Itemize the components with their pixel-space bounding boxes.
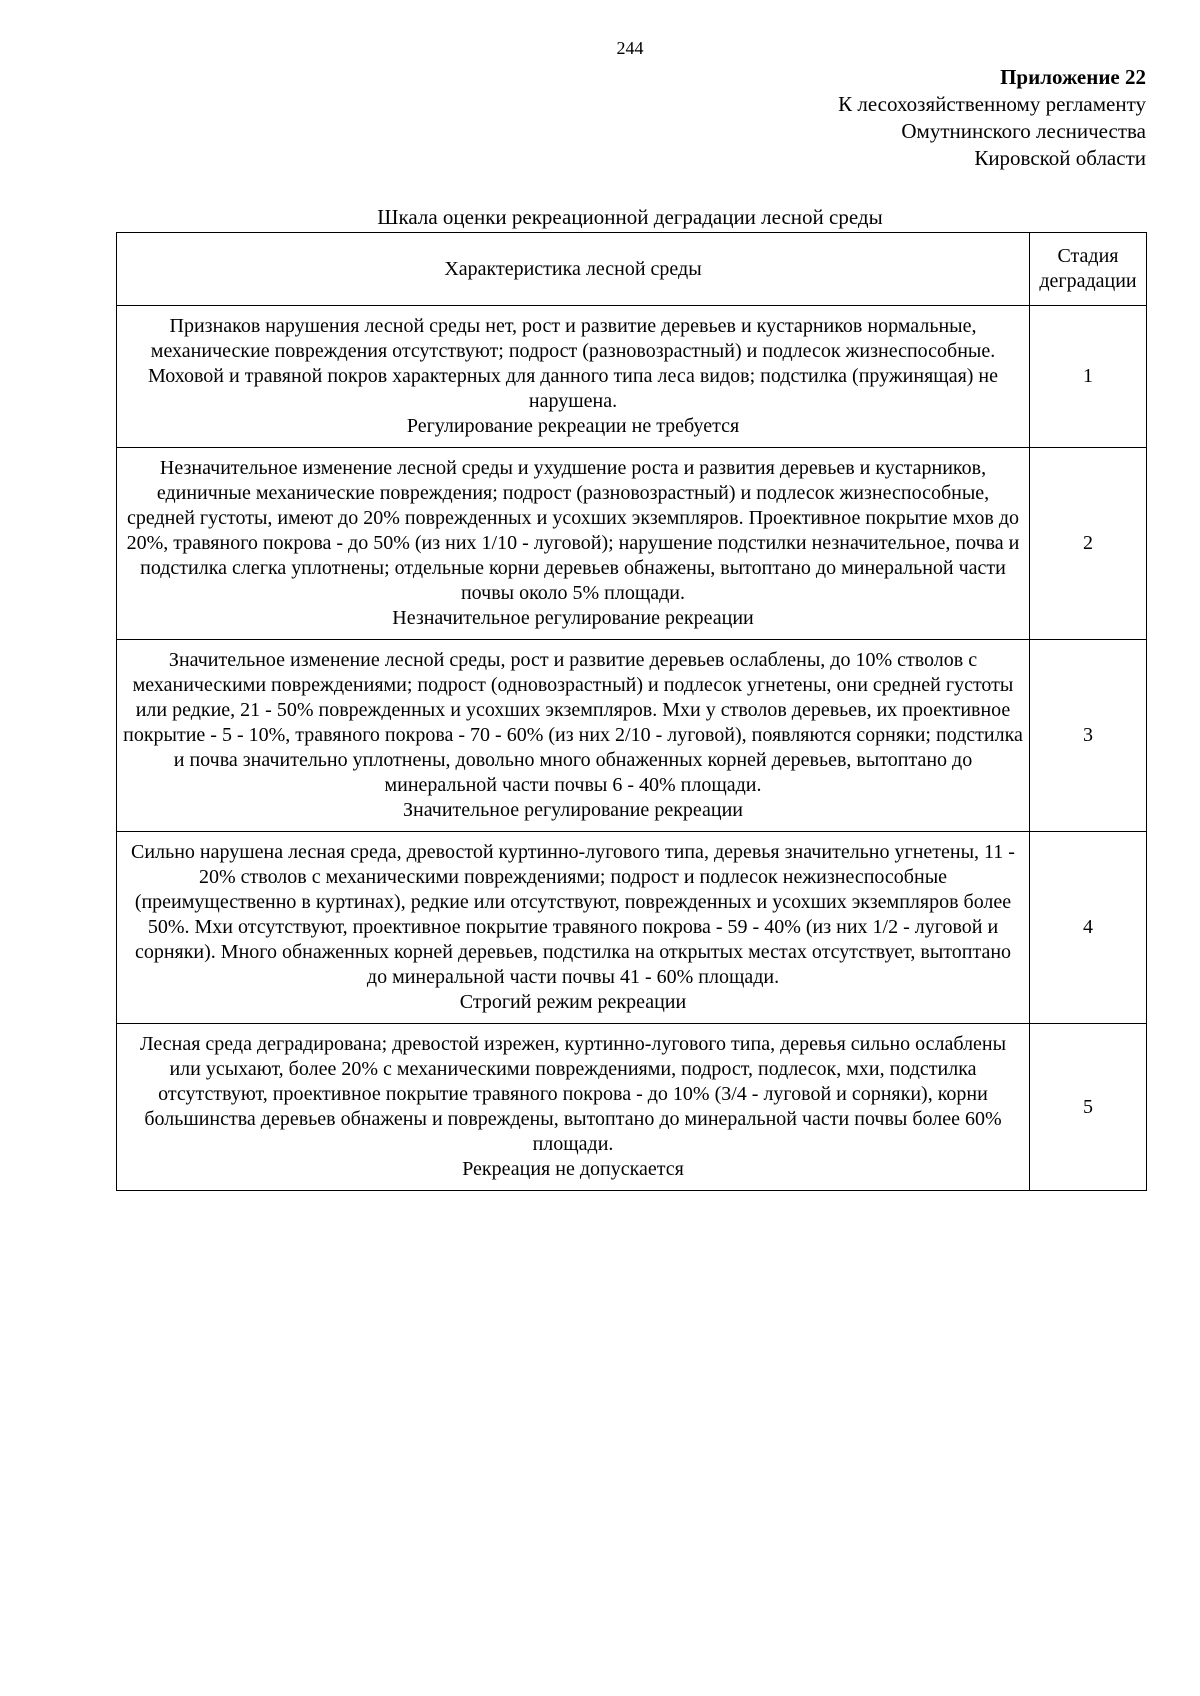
appendix-title: Приложение 22 bbox=[1000, 65, 1146, 89]
stage-value: 4 bbox=[1030, 832, 1147, 1024]
description-text: Признаков нарушения лесной среды нет, рост и развитие деревьев и кустарников нормальные, механические повреждения отсутствуют; подрост (разновозрастный) и подлесок жизнеспособные. Моховой и травяной покров характерных для данного типа леса видов; подстилка (пружинящая) не нарушена. bbox=[147, 315, 999, 412]
page-number: 244 bbox=[616, 38, 644, 58]
regulation-text: Строгий режим рекреации bbox=[459, 991, 687, 1013]
regulation-text: Регулирование рекреации не требуется bbox=[406, 415, 740, 437]
header-characteristic: Характеристика лесной среды bbox=[117, 233, 1030, 306]
table-row bbox=[117, 640, 1147, 832]
regulation-text: Рекреация не допускается bbox=[462, 1158, 684, 1180]
description-text: Незначительное изменение лесной среды и ухудшение роста и развития деревьев и кустарников, единичные механические повреждения; подрост (разновозрастный) и подлесок жизнеспособные, средней густоты, имеют до 20% поврежденных и усохших экземпляров. Проективное покрытие мхов до 20%, травяного покрова - до 50% (из них 1/10 - луговой); нарушение подстилки незначительное, почва и подстилка слегка уплотнены; отдельные корни деревьев обнажены, вытоптано до минеральной части почвы около 5% площади. bbox=[126, 457, 1020, 604]
stage-value: 2 bbox=[1030, 448, 1147, 640]
description-text: Лесная среда деградирована; древостой изрежен, куртинно-лугового типа, деревья сильно ослаблены или усыхают, более 20% с механическими повреждениями, подрост, подлесок, мхи, подстилка отсутствуют, проективное покрытие травяного покрова - до 10% (3/4 - луговой и сорняки), корни большинства деревьев обнажены и повреждены, вытоптано до минеральной части почвы более 60% площади. bbox=[139, 1033, 1007, 1155]
row-description bbox=[117, 640, 1030, 832]
degradation-scale-table bbox=[116, 232, 1147, 1191]
table-row bbox=[117, 1024, 1147, 1191]
appendix-header bbox=[546, 64, 1146, 172]
table-title: Шкала оценки рекреационной деградации лесной среды bbox=[377, 205, 883, 229]
table-row bbox=[117, 448, 1147, 640]
stage-value: 3 bbox=[1030, 640, 1147, 832]
appendix-line: Омутнинского лесничества bbox=[901, 119, 1146, 143]
appendix-line: Кировской области bbox=[974, 146, 1146, 170]
row-description bbox=[117, 1024, 1030, 1191]
table-header-row bbox=[117, 233, 1147, 306]
description-text: Значительное изменение лесной среды, рост и развитие деревьев ослаблены, до 10% стволов с механическими повреждениями; подрост (одновозрастный) и подлесок угнетены, они средней густоты или редкие, 21 - 50% поврежденных и усохших экземпляров. Мхи у стволов деревьев, их проективное покрытие - 5 - 10%, травяного покрова - 70 - 60% (из них 2/10 - луговой), появляются сорняки; подстилка и почва значительно уплотнены, довольно много обнаженных корней деревьев, вытоптано до минеральной части почвы 6 - 40% площади. bbox=[123, 649, 1023, 796]
regulation-text: Значительное регулирование рекреации bbox=[402, 799, 744, 821]
row-description bbox=[117, 306, 1030, 448]
table-row bbox=[117, 832, 1147, 1024]
regulation-text: Незначительное регулирование рекреации bbox=[392, 607, 754, 629]
header-stage: Стадия деградации bbox=[1030, 233, 1147, 306]
table-row bbox=[117, 306, 1147, 448]
row-description bbox=[117, 448, 1030, 640]
stage-value: 1 bbox=[1030, 306, 1147, 448]
appendix-line: К лесохозяйственному регламенту bbox=[838, 92, 1146, 116]
description-text: Сильно нарушена лесная среда, древостой куртинно-лугового типа, деревья значительно угнетены, 11 - 20% стволов с механическими повреждениями; подрост и подлесок нежизнеспособные (преимущественно в куртинах), редкие или отсутствуют, поврежденных и усохших экземпляров более 50%. Мхи отсутствуют, проективное покрытие травяного покрова - 59 - 40% (из них 1/2 - луговой и сорняки). Много обнаженных корней деревьев, подстилка на открытых местах отсутствует, вытоптано до минеральной части почвы 41 - 60% площади. bbox=[131, 841, 1015, 988]
stage-value: 5 bbox=[1030, 1024, 1147, 1191]
row-description bbox=[117, 832, 1030, 1024]
